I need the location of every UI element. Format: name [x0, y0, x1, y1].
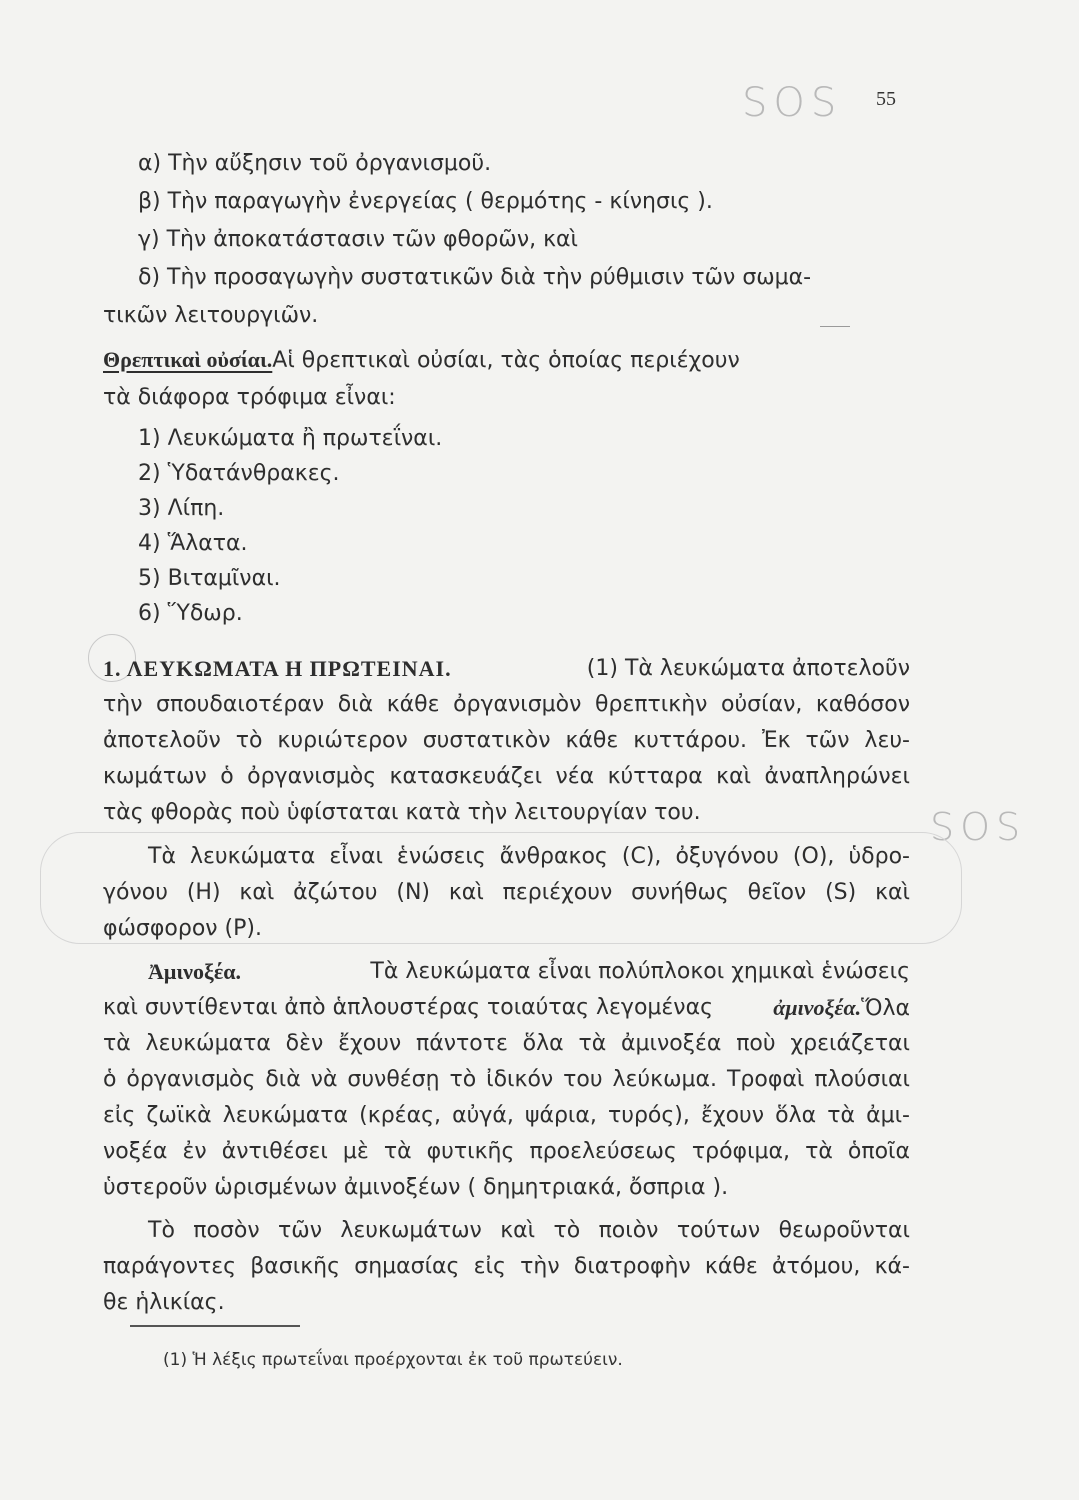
pencil-dash	[820, 326, 850, 327]
paragraph-line: ὁ ὀργανισμὸς διὰ νὰ συνθέσῃ τὸ ἰδικόν του λεύκωμα. Τροφαὶ πλούσιαι	[103, 1067, 910, 1092]
nutrient-list-item: 3) Λίπη.	[138, 496, 225, 521]
section1-heading: 1. ΛΕΥΚΩΜΑΤΑ Η ΠΡΩΤΕΙΝΑΙ.	[103, 656, 452, 681]
handwritten-note-margin: SOS	[930, 805, 1027, 849]
nutrient-list-item: 1) Λευκώματα ἢ πρωτεΐναι.	[138, 426, 443, 451]
amino-line	[103, 1102, 910, 1130]
section1-first-line	[103, 655, 910, 683]
nutrient-list-item: 5) Βιταμῖναι.	[138, 566, 281, 591]
amino-term: ἀμινοξέα.	[773, 995, 862, 1020]
paragraph-line: ἀποτελοῦν τὸ κυριώτερον συστατικὸν κάθε κυττάρου. Ἐκ τῶν λευ-	[103, 728, 910, 753]
handwritten-note-top: SOS	[742, 80, 843, 126]
paragraph-line: Τὰ λευκώματα εἶναι ἑνώσεις ἄνθρακος (C), ὀξυγόνου (O), ὑδρο-	[148, 844, 910, 869]
amino-line	[103, 1066, 910, 1094]
quantity-line	[148, 1217, 910, 1245]
page-number: 55	[876, 88, 896, 110]
amino-heading: Ἀμινοξέα.	[148, 959, 241, 984]
section1-p2-line	[103, 879, 910, 907]
section1-p2-line: φώσφορον (P).	[103, 916, 262, 941]
paragraph-line: καὶ συντίθενται ἀπὸ ἁπλουστέρας τοιαύτας λεγομένας	[103, 995, 714, 1020]
nutrient-list-item: 4) Ἅλατα.	[138, 531, 248, 556]
nutrients-intro-cont: τὰ διάφορα τρόφιμα εἶναι:	[103, 385, 396, 410]
paragraph-line: Τὸ ποσὸν τῶν λευκωμάτων καὶ τὸ ποιὸν τούτων θεωροῦνται	[148, 1218, 910, 1243]
amino-line	[103, 1138, 910, 1166]
nutrient-list-item: 2) Ὑδατάνθρακες.	[138, 461, 340, 486]
quantity-line	[103, 1253, 910, 1281]
nutrients-heading: Θρεπτικαὶ οὐσίαι.	[103, 347, 273, 372]
section1-text: (1) Τὰ λευκώματα ἀποτελοῦν	[586, 656, 910, 681]
paragraph-line: νοξέα ἐν ἀντιθέσει μὲ τὰ φυτικῆς προελεύσεως τρόφιμα, τὰ ὁποῖα	[103, 1139, 910, 1164]
footnote-rule	[130, 1325, 300, 1327]
line-beta: β) Τὴν παραγωγὴν ἐνεργείας ( θερμότης - κίνησις ).	[138, 189, 713, 214]
quantity-line: θε ἡλικίας.	[103, 1290, 225, 1315]
nutrients-intro-text: Αἱ θρεπτικαὶ οὐσίαι, τὰς ὁποίας περιέχουν	[272, 348, 740, 373]
line-delta-cont: τικῶν λειτουργιῶν.	[103, 303, 319, 328]
paragraph-word: Ὅλα	[861, 996, 910, 1021]
section1-line	[103, 691, 910, 719]
amino-line	[103, 1030, 910, 1058]
nutrient-list-item: 6) Ὕδωρ.	[138, 601, 243, 626]
amino-first-line	[148, 958, 910, 986]
amino-text: Τὰ λευκώματα εἶναι πολύπλοκοι χημικαὶ ἑνώσεις	[370, 959, 910, 984]
paragraph-line: παράγοντες βασικῆς σημασίας εἰς τὴν διατροφὴν κάθε ἀτόμου, κά-	[103, 1254, 910, 1279]
amino-line	[103, 994, 910, 1023]
footnote: (1) Ἡ λέξις πρωτεΐναι προέρχονται ἐκ τοῦ πρωτεύειν.	[163, 1350, 623, 1370]
paragraph-line: τὴν σπουδαιοτέραν διὰ κάθε ὀργανισμὸν θρεπτικὴν οὐσίαν, καθόσον	[103, 692, 910, 717]
paragraph-line: κωμάτων ὁ ὀργανισμὸς κατασκευάζει νέα κύτταρα καὶ ἀναπληρώνει	[103, 764, 910, 789]
section1-p2-line	[103, 843, 910, 871]
section1-line: τὰς φθορὰς ποὺ ὑφίσταται κατὰ τὴν λειτουργίαν του.	[103, 800, 701, 825]
paragraph-line: γόνου (H) καὶ ἀζώτου (N) καὶ περιέχουν συνήθως θεῖον (S) καὶ	[103, 880, 910, 905]
line-gamma: γ) Τὴν ἀποκατάστασιν τῶν φθορῶν, καὶ	[138, 227, 578, 252]
nutrients-intro	[103, 346, 910, 375]
section1-line	[103, 763, 910, 791]
paragraph-line: τὰ λευκώματα δὲν ἔχουν πάντοτε ὅλα τὰ ἀμινοξέα ποὺ χρειάζεται	[103, 1031, 910, 1056]
section1-line	[103, 727, 910, 755]
amino-line: ὑστεροῦν ὡρισμένων ἀμινοξέων ( δημητριακά, ὄσπρια ).	[103, 1175, 729, 1200]
line-delta: δ) Τὴν προσαγωγὴν συστατικῶν διὰ τὴν ρύθμισιν τῶν σωμα-	[138, 265, 812, 290]
line-alpha: α) Τὴν αὔξησιν τοῦ ὀργανισμοῦ.	[138, 151, 492, 176]
paragraph-line: εἰς ζωϊκὰ λευκώματα (κρέας, αὐγά, ψάρια, τυρός), ἔχουν ὅλα τὰ ἀμι-	[103, 1103, 910, 1128]
